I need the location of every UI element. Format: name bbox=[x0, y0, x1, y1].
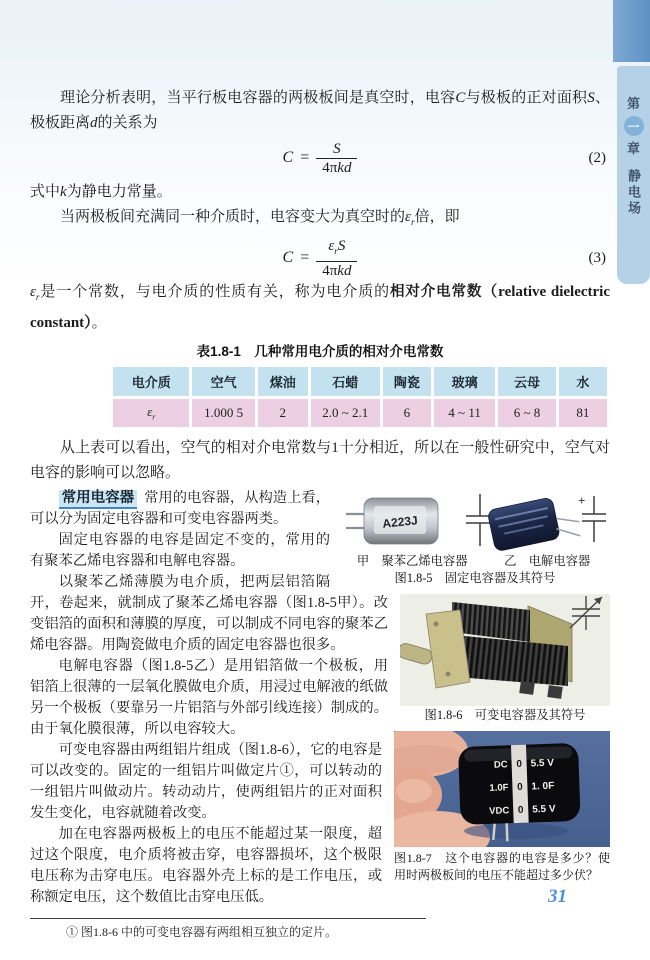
variable-capacitor-photo bbox=[400, 594, 610, 706]
paragraph-relative-permittivity bbox=[30, 280, 610, 336]
chapter-tab-suffix: 章 bbox=[626, 141, 640, 156]
marking-stripe: 0 bbox=[516, 758, 523, 770]
table-value-cell: 2 bbox=[258, 399, 308, 427]
page-edge-decoration bbox=[613, 0, 650, 62]
marking-left: DC bbox=[493, 758, 508, 771]
text-run: 当两极板间充满同一种介质时，电容变大为真空时的 bbox=[60, 209, 406, 225]
fraction-numerator: S bbox=[333, 140, 341, 157]
equation-capacitance-dielectric bbox=[30, 238, 610, 278]
equation-lhs: C bbox=[282, 249, 294, 266]
polystyrene-capacitor-photo bbox=[346, 498, 438, 544]
variable-S: S bbox=[337, 237, 346, 254]
page-number: 31 bbox=[548, 886, 567, 907]
text-run: 的关系为 bbox=[97, 115, 158, 131]
dielectric-constant-table bbox=[110, 364, 610, 430]
table-value-row bbox=[113, 399, 607, 427]
electrolytic-capacitor-symbol bbox=[578, 493, 606, 542]
paragraph-air-note: 从上表可以看出，空气的相对介电常数与1十分相近，所以在一般性研究中，空气对电容的影响可以忽略。 bbox=[30, 439, 610, 481]
supercapacitor-photo bbox=[394, 731, 610, 847]
marking-left: 1.0F bbox=[489, 781, 509, 794]
figure-caption: 图1.8-5 固定电容器及其符号 bbox=[394, 570, 556, 585]
table-row-label bbox=[113, 399, 189, 427]
table-header-cell: 电介质 bbox=[113, 367, 189, 396]
fraction-denominator-vars: kd bbox=[337, 262, 352, 279]
equals-sign: = bbox=[300, 149, 310, 166]
equals-sign: = bbox=[300, 249, 310, 266]
footnote-ref-mark: ① bbox=[66, 924, 79, 939]
text-run: 是一个常数，与电介质的性质有关，称为电介质的 bbox=[39, 284, 390, 300]
chapter-tab bbox=[617, 66, 650, 284]
table-header-cell: 水 bbox=[559, 367, 607, 396]
chapter-tab-prefix: 第 bbox=[626, 96, 640, 111]
table-header-cell: 石蜡 bbox=[311, 367, 380, 396]
figure-caption: 图1.8-6 可变电容器及其符号 bbox=[424, 707, 586, 722]
text-run: 理论分析表明，当平行板电容器的两极板间是真空时，电容 bbox=[60, 90, 456, 106]
text-run: 与极板的正对面积 bbox=[465, 90, 588, 106]
label-electrolytic: 乙 电解电容器 bbox=[504, 553, 591, 568]
marking-right: 1. 0F bbox=[531, 780, 555, 793]
text-run: 、极板距离 bbox=[30, 90, 610, 131]
variable-C: C bbox=[455, 90, 466, 106]
equation-number: (2) bbox=[588, 149, 606, 166]
table-value-cell: 4 ~ 11 bbox=[434, 399, 495, 427]
table-value-cell: 1.000 5 bbox=[192, 399, 254, 427]
marking-stripe: 0 bbox=[517, 804, 524, 816]
table-header-cell: 云母 bbox=[498, 367, 556, 396]
term-relative-dielectric-constant-en: （relative dielectric constant） bbox=[30, 284, 610, 331]
paragraph-fixed-capacitors: 固定电容器的电容是固定不变的，常用的有聚苯乙烯电容器和电解电容器。 bbox=[30, 531, 330, 569]
variable-d: d bbox=[90, 115, 98, 131]
paragraph-polystyrene: 以聚苯乙烯薄膜为电介质，把两层铝箔隔开，卷起来，就制成了聚苯乙烯电容器（图1.8-5甲）。改变铝箔的面积和薄膜的厚度，可以制成不同电容的聚苯乙烯电容器。用陶瓷做电介质的固定电容器也很多。 bbox=[30, 573, 388, 653]
footnote-text bbox=[30, 924, 610, 940]
table-value-cell: 2.0 ~ 2.1 bbox=[311, 399, 380, 427]
paragraph-dielectric bbox=[30, 205, 610, 236]
label-polystyrene: 甲 聚苯乙烯电容器 bbox=[356, 553, 468, 568]
variable-capacitor-body bbox=[400, 602, 572, 699]
variable-k: k bbox=[60, 184, 67, 200]
figure-1-8-7 bbox=[394, 731, 610, 884]
table-header-cell: 空气 bbox=[192, 367, 254, 396]
table-header-row bbox=[113, 367, 607, 396]
fraction bbox=[316, 237, 357, 280]
capacitor-shaft bbox=[400, 641, 434, 665]
main-content bbox=[30, 0, 610, 940]
table-header-cell: 玻璃 bbox=[434, 367, 495, 396]
marking-left: VDC bbox=[489, 804, 510, 817]
table-value-cell: 6 ~ 8 bbox=[498, 399, 556, 427]
figure-sublabels bbox=[340, 554, 610, 569]
term-relative-dielectric-constant-cn: 相对介电常数 bbox=[389, 284, 483, 300]
text-run: 图1.8-6 中的可变电容器有两组相互独立的定片。 bbox=[81, 924, 338, 939]
paragraph-breakdown-voltage: 加在电容器两极板上的电压不能超过某一限度，超过这个限度，电介质将被击穿，电容器损坏，这个极限电压称为击穿电压。电容器外壳上标的是工作电压，或称额定电压，这个数值比击穿电压低。 bbox=[30, 825, 382, 905]
footnote-divider bbox=[30, 918, 426, 919]
table-value-cell: 6 bbox=[383, 399, 431, 427]
subscript-r: r bbox=[152, 412, 156, 422]
paragraph-theory bbox=[30, 86, 610, 136]
equation-capacitance-vacuum bbox=[30, 138, 610, 178]
subscript-r: r bbox=[35, 293, 40, 303]
footnote bbox=[30, 908, 610, 940]
capacitor-marking: A223J bbox=[381, 512, 419, 531]
table-header-cell: 煤油 bbox=[258, 367, 308, 396]
fraction bbox=[316, 140, 357, 177]
section-common-capacitors bbox=[30, 488, 610, 940]
plus-polarity-mark: + bbox=[578, 492, 586, 508]
subscript-r: r bbox=[334, 246, 338, 257]
table-value-cell: 81 bbox=[559, 399, 607, 427]
fixed-capacitors-photo bbox=[340, 490, 610, 554]
variable-epsilon: ε bbox=[328, 237, 335, 254]
marking-stripe: 0 bbox=[516, 781, 523, 793]
equation-number: (3) bbox=[588, 249, 606, 266]
section-heading-highlight: 常用电容器 bbox=[59, 490, 138, 509]
figure-1-8-5 bbox=[340, 490, 610, 586]
equation-lhs: C bbox=[282, 149, 294, 166]
subscript-r: r bbox=[410, 218, 415, 228]
variable-epsilon: ε bbox=[147, 404, 153, 419]
paragraph-k-constant bbox=[30, 180, 610, 205]
fraction-denominator-const: 4π bbox=[322, 262, 338, 279]
variable-epsilon: ε bbox=[30, 284, 36, 300]
variable-S: S bbox=[587, 90, 595, 106]
paragraph-variable-capacitor: 可变电容器由两组铝片组成（图1.8-6），它的电容是可以改变的。固定的一组铝片叫做定片①，可以转动的一组铝片叫做动片。转动动片，使两组铝片的正对面积发生变化，电容就随着改变。 bbox=[30, 741, 382, 821]
text-run: 。 bbox=[91, 315, 107, 331]
marking-right: 5.5 V bbox=[530, 757, 555, 770]
marking-right: 5.5 V bbox=[532, 803, 556, 816]
variable-epsilon: ε bbox=[405, 209, 411, 225]
table-header-cell: 陶瓷 bbox=[383, 367, 431, 396]
chapter-title: 静电场 bbox=[626, 169, 641, 217]
paragraph-electrolytic: 电解电容器（图1.8-5乙）是用铝箔做一个极板，用铝箔上很薄的一层氧化膜做电介质，用浸过电解液的纸做另一个极板（要靠另一片铝箔与外部引线连接）制成的。由于氧化膜很薄，所以电容较大。 bbox=[30, 657, 388, 737]
fraction-denominator-const: 4π bbox=[322, 159, 338, 176]
variable-capacitor-symbol bbox=[570, 596, 602, 630]
text-run: 式中 bbox=[30, 184, 61, 200]
chapter-number-badge bbox=[624, 116, 644, 136]
text-run: 倍，即 bbox=[414, 209, 460, 225]
figure-caption: 图1.8-7 这个电容器的电容是多少？使用时两极板间的电压不能超过多少伏？ bbox=[394, 850, 610, 882]
figure-1-8-6 bbox=[400, 594, 610, 723]
text-run: 常用的电容器，从构造上看，可以分为固定电容器和可变电容器两类。 bbox=[30, 489, 331, 527]
fraction-denominator-vars: kd bbox=[337, 159, 352, 176]
text-run: 为静电力常量。 bbox=[66, 184, 172, 200]
electrolytic-capacitor-photo bbox=[487, 492, 582, 553]
chapter-number: 一 bbox=[627, 119, 640, 134]
table-title: 表1.8-1 几种常用电介质的相对介电常数 bbox=[196, 344, 444, 359]
